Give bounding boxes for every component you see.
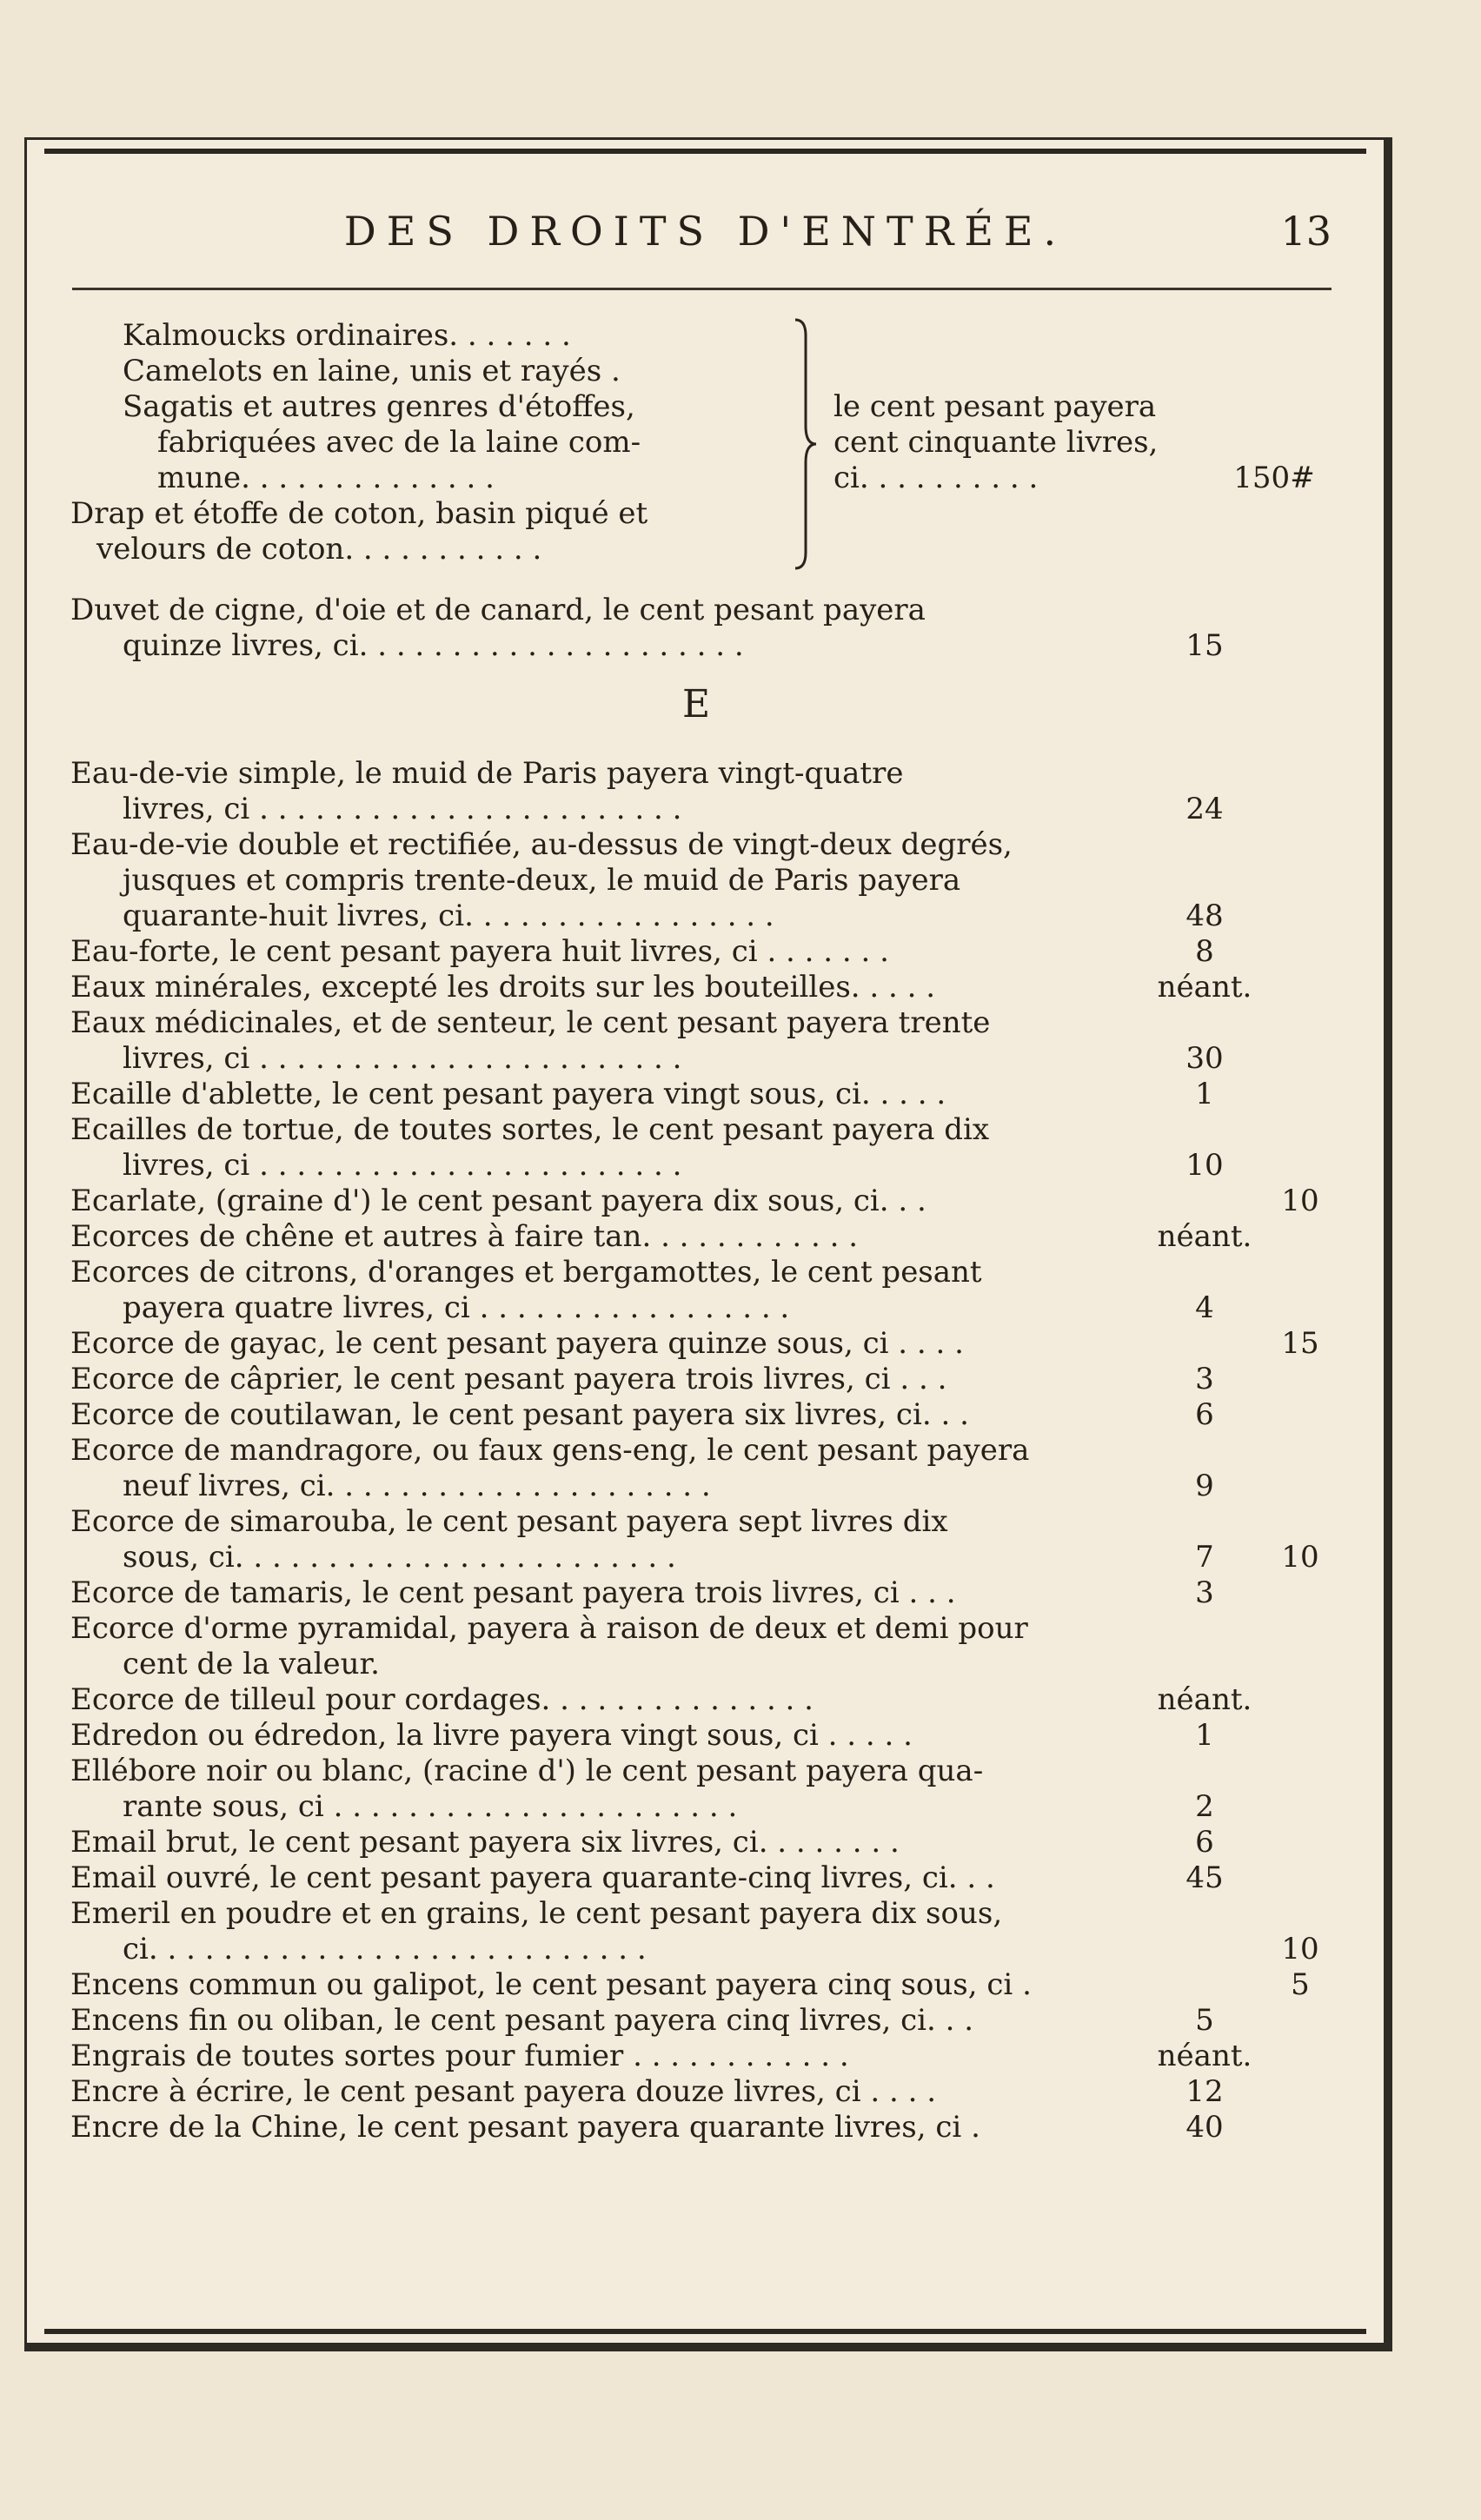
entry-text: Ecaille d'ablette, le cent pesant payera vingt sous, ci. . . . . (70, 1077, 946, 1111)
entry-text: Ecorce d'orme pyramidal, payera à raison de deux et demi pour (70, 1611, 1028, 1646)
pre-entries (70, 593, 1322, 664)
duty-livres: 9 (1195, 1469, 1214, 1503)
tariff-entry (70, 593, 1322, 664)
duty-livres: 6 (1195, 1825, 1214, 1860)
duty-livres: 10 (1185, 1148, 1224, 1183)
brace-rate-line: le cent pesant payera (833, 389, 1157, 424)
brace-line: Camelots en laine, unis et rayés . (123, 354, 621, 388)
entry-text: Edredon ou édredon, la livre payera vingt sous, ci . . . . . (70, 1718, 913, 1753)
tariff-entry (70, 756, 1322, 827)
tariff-entry (70, 1575, 1322, 1611)
entry-text: Eaux médicinales, et de senteur, le cent pesant payera trente (70, 1005, 991, 1040)
entry-text: Ecorce de câprier, le cent pesant payera trois livres, ci . . . (70, 1362, 947, 1396)
tariff-entry (70, 1255, 1322, 1326)
entry-text: Engrais de toutes sortes pour fumier . . . . . . . . . . . . (70, 2039, 849, 2073)
duty-livres: néant. (1157, 970, 1252, 1005)
brace-line: velours de coton. . . . . . . . . . . (96, 532, 542, 567)
brace-line: Kalmoucks ordinaires. . . . . . . (123, 318, 571, 353)
entry-text: livres, ci . . . . . . . . . . . . . . . . . . . . . . . (123, 1041, 682, 1076)
tariff-entry (70, 2074, 1322, 2110)
entries (70, 756, 1322, 2145)
tariff-entry (70, 1754, 1322, 1825)
entry-text: ci. . . . . . . . . . . . . . . . . . . . . . . . . . . (123, 1932, 647, 1966)
tariff-entry (70, 1718, 1322, 1754)
page-header (62, 192, 1349, 270)
brace-rate-line: cent cinquante livres, (833, 425, 1159, 460)
entry-text: jusques et compris trente-deux, le muid de Paris payera (123, 863, 961, 898)
duty-sous: 5 (1291, 1967, 1310, 2002)
entry-text: livres, ci . . . . . . . . . . . . . . . . . . . . . . . (123, 792, 682, 826)
entry-text: Ecarlate, (graine d') le cent pesant payera dix sous, ci. . . (70, 1184, 926, 1218)
entry-text: Eau-forte, le cent pesant payera huit livres, ci . . . . . . . (70, 934, 889, 969)
tariff-entry (70, 1896, 1322, 1967)
entry-text: rante sous, ci . . . . . . . . . . . . . . . . . . . . . . (123, 1789, 738, 1824)
tariff-entry (70, 1860, 1322, 1896)
entry-text: Eaux minérales, excepté les droits sur les bouteilles. . . . . (70, 970, 936, 1005)
entry-text: Ecorce de tilleul pour cordages. . . . . . . . . . . . . . . (70, 1682, 814, 1717)
duty-livres: néant. (1157, 1682, 1252, 1717)
duty-livres: 5 (1195, 2003, 1214, 2038)
duty-livres: 12 (1185, 2074, 1224, 2109)
entry-text: Encens fin ou oliban, le cent pesant payera cinq livres, ci. . . (70, 2003, 974, 2038)
tariff-entry (70, 1433, 1322, 1504)
duty-livres: 24 (1185, 792, 1224, 826)
tariff-entry (70, 1397, 1322, 1433)
tariff-entry (70, 1682, 1322, 1718)
tariff-entry (70, 970, 1322, 1005)
entry-text: quarante-huit livres, ci. . . . . . . . . . . . . . . . . (123, 899, 774, 933)
page-number: 13 (1280, 208, 1332, 255)
brace-group (70, 318, 1322, 587)
tariff-entry (70, 1611, 1322, 1682)
tariff-entry (70, 1005, 1322, 1077)
duty-livres: néant. (1157, 1219, 1252, 1254)
tariff-entry (70, 1504, 1322, 1575)
duty-livres: 2 (1195, 1789, 1214, 1824)
tariff-entry (70, 1825, 1322, 1860)
entry-text: neuf livres, ci. . . . . . . . . . . . . . . . . . . . . (123, 1469, 711, 1503)
tariff-entry (70, 1219, 1322, 1255)
entry-text: quinze livres, ci. . . . . . . . . . . . . . . . . . . . . (123, 628, 744, 663)
entry-text: Ecorces de citrons, d'oranges et bergamottes, le cent pesant (70, 1255, 982, 1290)
duty-livres: 45 (1185, 1860, 1224, 1895)
top-rule (44, 149, 1366, 154)
duty-livres: 48 (1185, 899, 1224, 933)
tariff-entry (70, 1362, 1322, 1397)
duty-livres: 1 (1195, 1718, 1214, 1753)
entry-text: Ecorce de tamaris, le cent pesant payera trois livres, ci . . . (70, 1575, 956, 1610)
entry-text: livres, ci . . . . . . . . . . . . . . . . . . . . . . . (123, 1148, 682, 1183)
duty-livres: 15 (1185, 628, 1224, 663)
entry-text: Ellébore noir ou blanc, (racine d') le cent pesant payera qua- (70, 1754, 984, 1788)
duty-livres: 8 (1195, 934, 1214, 969)
tariff-entry (70, 934, 1322, 970)
entry-text: Email ouvré, le cent pesant payera quarante-cinq livres, ci. . . (70, 1860, 995, 1895)
duty-sous: 10 (1281, 1184, 1319, 1218)
duty-livres: 1 (1195, 1077, 1214, 1111)
duty-livres: 30 (1185, 1041, 1224, 1076)
entry-text: payera quatre livres, ci . . . . . . . . . . . . . . . . . (123, 1290, 790, 1325)
entry-text: Encre à écrire, le cent pesant payera douze livres, ci . . . . (70, 2074, 937, 2109)
entry-text: cent de la valeur. (123, 1647, 380, 1681)
tariff-entry (70, 1112, 1322, 1184)
brace-line: fabriquées avec de la laine com- (157, 425, 641, 460)
brace-line: Sagatis et autres genres d'étoffes, (123, 389, 635, 424)
brace-rate (833, 389, 1251, 496)
duty-livres: 6 (1195, 1397, 1214, 1432)
entry-text: Ecailles de tortue, de toutes sortes, le cent pesant payera dix (70, 1112, 990, 1147)
entry-text: Eau-de-vie simple, le muid de Paris payera vingt-quatre (70, 756, 904, 791)
tariff-entry (70, 827, 1322, 934)
duty-sous: 10 (1281, 1540, 1319, 1575)
duty-livres: 3 (1195, 1362, 1214, 1396)
tariff-entry (70, 1077, 1322, 1112)
tariff-entry (70, 1184, 1322, 1219)
duty-livres: 4 (1195, 1290, 1214, 1325)
tariff-entry (70, 1326, 1322, 1362)
entry-text: Duvet de cigne, d'oie et de canard, le cent pesant payera (70, 593, 926, 627)
entry-text: Ecorce de gayac, le cent pesant payera quinze sous, ci . . . . (70, 1326, 964, 1361)
section-letter: E (681, 682, 711, 726)
tariff-list (70, 318, 1322, 2145)
entry-text: Eau-de-vie double et rectifiée, au-dessus de vingt-deux degrés, (70, 827, 1013, 862)
entry-text: Emeril en poudre et en grains, le cent pesant payera dix sous, (70, 1896, 1003, 1931)
duty-livres: 3 (1195, 1575, 1214, 1610)
tariff-entry (70, 2110, 1322, 2145)
brace-rate-line: ci. . . . . . . . . . (833, 461, 1039, 495)
entry-text: Email brut, le cent pesant payera six livres, ci. . . . . . . . (70, 1825, 900, 1860)
duty-livres: 40 (1185, 2110, 1224, 2145)
entry-text: Ecorce de coutilawan, le cent pesant payera six livres, ci. . . (70, 1397, 969, 1432)
duty-livres: néant. (1157, 2039, 1252, 2073)
tariff-entry (70, 2003, 1322, 2039)
duty-sous: 10 (1281, 1932, 1319, 1966)
tariff-entry (70, 1967, 1322, 2003)
entry-text: Ecorce de mandragore, ou faux gens-eng, le cent pesant payera (70, 1433, 1030, 1468)
entry-text: sous, ci. . . . . . . . . . . . . . . . . . . . . . . . (123, 1540, 676, 1575)
entry-text: Encre de la Chine, le cent pesant payera quarante livres, ci . (70, 2110, 980, 2145)
bottom-rule (44, 2329, 1366, 2334)
entry-text: Ecorce de simarouba, le cent pesant payera sept livres dix (70, 1504, 948, 1539)
curly-brace-icon (792, 318, 818, 570)
entry-text: Encens commun ou galipot, le cent pesant payera cinq sous, ci . (70, 1967, 1032, 2002)
brace-line: Drap et étoffe de coton, basin piqué et (70, 496, 648, 531)
duty-livres: 7 (1195, 1540, 1214, 1575)
header-rule (72, 288, 1332, 290)
duty-value: 150# (1233, 461, 1315, 495)
duty-sous: 15 (1281, 1326, 1319, 1361)
brace-line: mune. . . . . . . . . . . . . . (157, 461, 495, 495)
tariff-entry (70, 2039, 1322, 2074)
page-frame (24, 137, 1392, 2351)
entry-text: Ecorces de chêne et autres à faire tan. . . . . . . . . . . . (70, 1219, 859, 1254)
page-title: DES DROITS D'ENTRÉE. (343, 208, 1067, 255)
